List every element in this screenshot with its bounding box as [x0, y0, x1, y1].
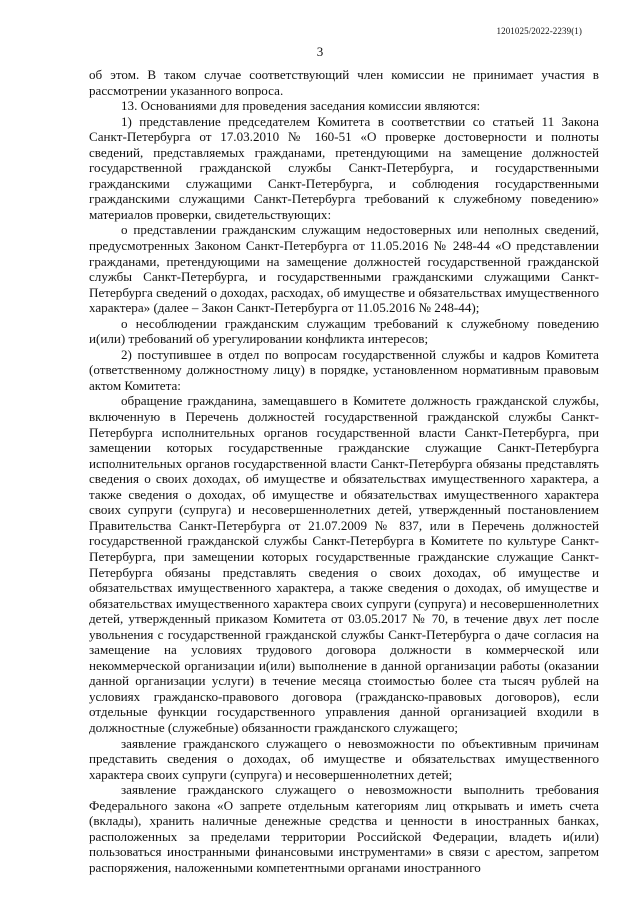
- paragraph-noncompliance: о несоблюдении гражданским служащим требований к служебному поведению и(или) требований об урегулировании конфликта интересов;: [89, 315, 599, 347]
- document-body: [89, 67, 599, 875]
- paragraph-false-info: о представлении гражданским служащим недостоверных или неполных сведений, предусмотренных Законом Санкт-Петербурга от 11.05.2016 № 248-44 «О представлении гражданами, претендующими на замещение должностей государственной гражданской службы Санкт-Петербурга, и государственными гражданскими служащими Санкт-Петербурга сведений о доходах, расходах, об имуществе и обязательствах имущественного характера» (далее – Закон Санкт-Петербурга от 11.05.2016 № 248-44);: [89, 222, 599, 316]
- paragraph-citizen-appeal: обращение гражданина, замещавшего в Комитете должность гражданской службы, включенную в Перечень должностей государственной гражданской службы Санкт-Петербурга исполнительных органов государственной власти Санкт-Петербурга, при замещении которых государственные гражданские служащие Санкт-Петербурга исполнительных органов государственной власти Санкт-Петербурга обязаны представлять сведения о своих доходах, об имуществе и обязательствах имущественного характера, а также сведения о доходах, об имуществе и обязательствах имущественного характера своих супруги (супруга) и несовершеннолетних детей, утвержденный постановлением Правительства Санкт-Петербурга от 21.07.2009 № 837, или в Перечень должностей государственной гражданской службы Санкт-Петербурга в Комитете по культуре Санкт-Петербурга, при замещении которых государственные гражданские служащие Санкт-Петербурга обязаны представлять сведения о своих доходах, об имуществе и обязательствах имущественного характера, а также сведения о доходах, об имуществе и обязательствах имущественного характера своих супруги (супруга) и несовершеннолетних детей, утвержденный приказом Комитета от 03.05.2017 № 70, в течение двух лет после увольнения с государственной гражданской службы Санкт-Петербурга о даче согласия на замещение на условиях трудового договора должности в коммерческой или некоммерческой организации и(или) выполнение в данной организации работы (оказании данной организации услуги) в течение месяца стоимостью более ста тысяч рублей на условиях гражданско-правового договора (гражданско-правовых договоров), если отдельные функции государственного управления данной организацией входили в должностные (служебные) обязанности гражданского служащего;: [89, 393, 599, 735]
- page-number: 3: [316, 44, 324, 59]
- paragraph-section-13: 13. Основаниями для проведения заседания комиссии являются:: [121, 98, 481, 114]
- paragraph-statement-income: заявление гражданского служащего о невозможности по объективным причинам представить сведения о доходах, об имуществе и обязательствах имущественного характера своих супруги (супруга) и несовершеннолетних детей;: [89, 735, 599, 782]
- paragraph-item-2: 2) поступившее в отдел по вопросам государственной службы и кадров Комитета (ответственному должностному лицу) в порядке, установленном нормативным правовым актом Комитета:: [89, 346, 599, 393]
- paragraph-continuation: об этом. В таком случае соответствующий член комиссии не принимает участия в рассмотрении указанного вопроса.: [89, 67, 599, 98]
- paragraph-statement-foreign: заявление гражданского служащего о невозможности выполнить требования Федерального закона «О запрете отдельным категориям лиц открывать и иметь счета (вклады), хранить наличные денежные средства и ценности в иностранных банках, расположенных за пределами территории Российской Федерации, владеть и(или) пользоваться иностранными финансовыми инструментами» в связи с арестом, запретом распоряжения, наложенными компетентными органами иностранного: [89, 782, 599, 875]
- document-id: 1201025/2022-2239(1): [496, 26, 582, 36]
- paragraph-item-1: 1) представление председателем Комитета в соответствии со статьей 11 Закона Санкт-Петербурга от 17.03.2010 № 160-51 «О проверке достоверности и полноты сведений, представляемых гражданами, претендующими на замещение должностей государственной гражданской службы Санкт-Петербурга, и государственными гражданскими служащими Санкт-Петербурга, и соблюдения государственными гражданскими служащими Санкт-Петербурга требований к служебному поведению» материалов проверки, свидетельствующих:: [89, 113, 599, 222]
